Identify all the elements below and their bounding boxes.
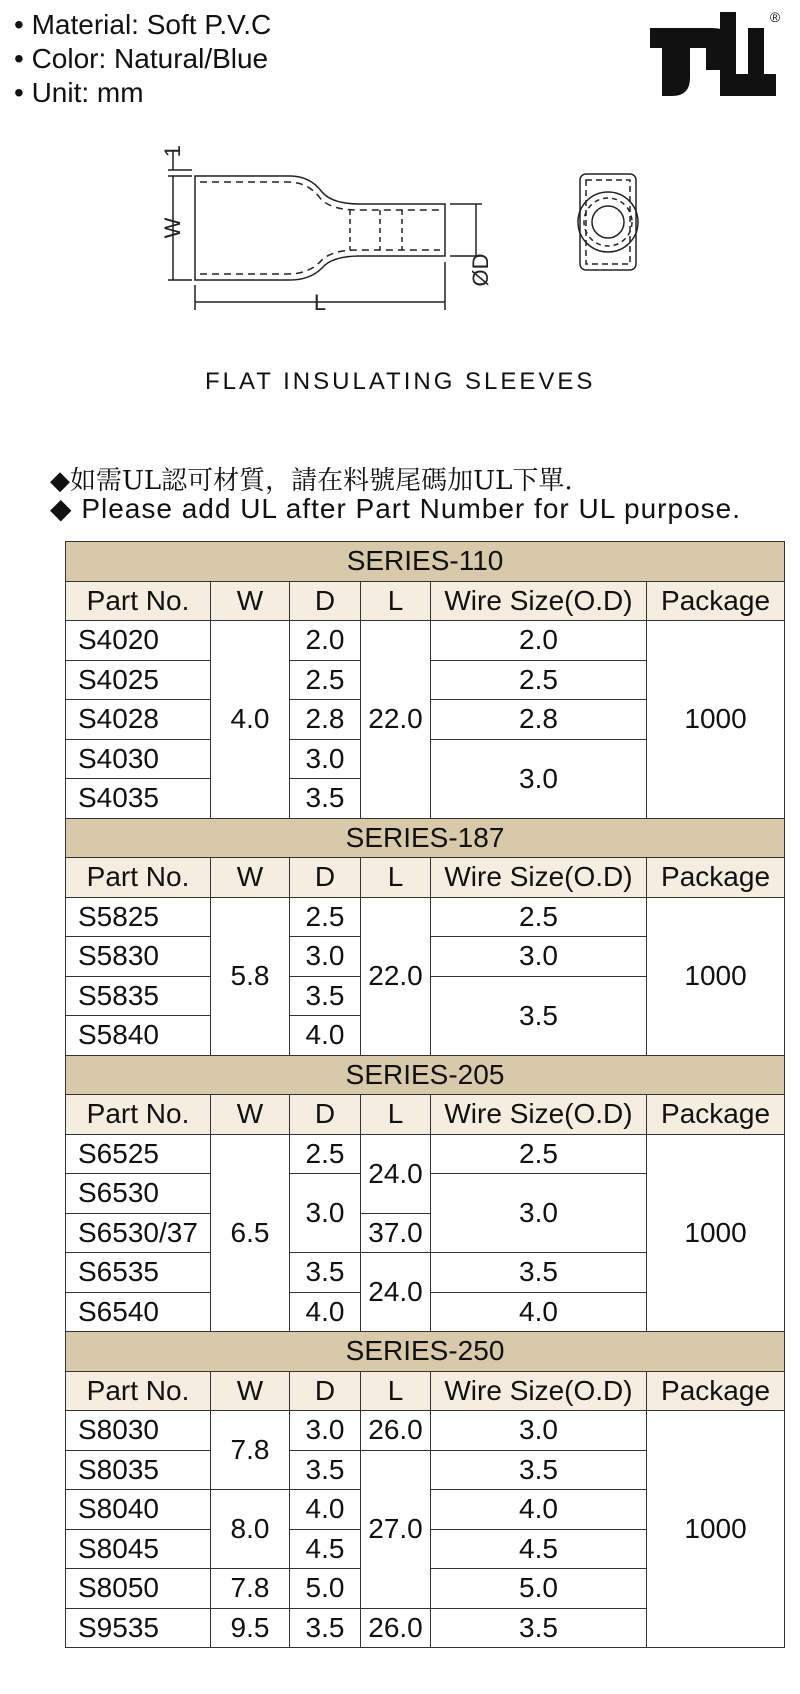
wire-cell: 3.0 <box>431 1174 647 1253</box>
spec-table-body <box>66 542 785 1648</box>
ul-note-chinese: ◆如需UL認可材質，請在料號尾碼加UL下單. <box>50 466 573 496</box>
column-header: Package <box>647 858 785 898</box>
ul-logo <box>650 10 780 105</box>
l-cell: 26.0 <box>361 1411 431 1451</box>
table-row <box>66 1134 785 1174</box>
d-cell: 2.0 <box>290 621 361 661</box>
column-header: Wire Size(O.D) <box>431 858 647 898</box>
drawing-caption: FLAT INSULATING SLEEVES <box>205 368 596 395</box>
column-header: D <box>290 858 361 898</box>
d-cell: 2.5 <box>290 660 361 700</box>
series-title-row <box>66 818 785 858</box>
column-header: L <box>361 858 431 898</box>
column-header: L <box>361 581 431 621</box>
series-title-row <box>66 542 785 582</box>
part-number-cell: S6525 <box>66 1134 211 1174</box>
dim-w-label: W <box>160 217 185 239</box>
w-cell: 5.8 <box>211 897 290 1055</box>
wire-cell: 2.8 <box>431 700 647 740</box>
series-title: SERIES-110 <box>66 542 785 582</box>
w-cell: 9.5 <box>211 1608 290 1648</box>
wire-cell: 5.0 <box>431 1569 647 1609</box>
wire-cell: 4.0 <box>431 1490 647 1530</box>
d-cell: 2.5 <box>290 897 361 937</box>
pkg-cell: 1000 <box>647 897 785 1055</box>
part-number-cell: S8030 <box>66 1411 211 1451</box>
spec-material: • Material: Soft P.V.C <box>14 9 272 40</box>
part-number-cell: S6530/37 <box>66 1213 211 1253</box>
column-header: W <box>211 1371 290 1411</box>
d-cell: 4.0 <box>290 1292 361 1332</box>
part-number-cell: S9535 <box>66 1608 211 1648</box>
sleeve-drawing <box>160 140 760 340</box>
d-cell: 4.5 <box>290 1529 361 1569</box>
column-header: D <box>290 581 361 621</box>
column-header: Wire Size(O.D) <box>431 1095 647 1135</box>
part-number-cell: S8035 <box>66 1450 211 1490</box>
part-number-cell: S4020 <box>66 621 211 661</box>
wire-cell: 2.0 <box>431 621 647 661</box>
registered-mark: ® <box>769 10 780 25</box>
part-number-cell: S6530 <box>66 1174 211 1214</box>
column-header-row <box>66 581 785 621</box>
l-cell: 22.0 <box>361 897 431 1055</box>
column-header-row <box>66 1095 785 1135</box>
column-header: W <box>211 858 290 898</box>
column-header: Package <box>647 1371 785 1411</box>
d-cell: 3.5 <box>290 1253 361 1293</box>
series-title: SERIES-250 <box>66 1332 785 1372</box>
series-title: SERIES-205 <box>66 1055 785 1095</box>
pkg-cell: 1000 <box>647 1134 785 1332</box>
spec-unit: • Unit: mm <box>14 77 144 108</box>
d-cell: 5.0 <box>290 1569 361 1609</box>
wire-cell: 3.0 <box>431 739 647 818</box>
wire-cell: 3.5 <box>431 976 647 1055</box>
ul-note-english: ◆ Please add UL after Part Number for UL purpose. <box>50 493 741 524</box>
column-header: Package <box>647 581 785 621</box>
w-cell: 7.8 <box>211 1569 290 1609</box>
wire-cell: 3.5 <box>431 1608 647 1648</box>
d-cell: 3.0 <box>290 1411 361 1451</box>
dim-l-label: L <box>313 290 327 315</box>
column-header: Part No. <box>66 581 211 621</box>
column-header-row <box>66 858 785 898</box>
l-cell: 24.0 <box>361 1134 431 1213</box>
wire-cell: 3.5 <box>431 1253 647 1293</box>
column-header: Part No. <box>66 858 211 898</box>
part-number-cell: S5825 <box>66 897 211 937</box>
w-cell: 7.8 <box>211 1411 290 1490</box>
part-number-cell: S8040 <box>66 1490 211 1530</box>
column-header: Wire Size(O.D) <box>431 1371 647 1411</box>
part-number-cell: S8045 <box>66 1529 211 1569</box>
l-cell: 22.0 <box>361 621 431 819</box>
wire-cell: 3.0 <box>431 1411 647 1451</box>
column-header: W <box>211 581 290 621</box>
column-header: Package <box>647 1095 785 1135</box>
l-cell: 24.0 <box>361 1253 431 1332</box>
d-cell: 2.8 <box>290 700 361 740</box>
pkg-cell: 1000 <box>647 1411 785 1648</box>
wire-cell: 3.0 <box>431 937 647 977</box>
column-header: D <box>290 1095 361 1135</box>
d-cell: 3.5 <box>290 1608 361 1648</box>
column-header: L <box>361 1095 431 1135</box>
l-cell: 26.0 <box>361 1608 431 1648</box>
wire-cell: 2.5 <box>431 660 647 700</box>
w-cell: 8.0 <box>211 1490 290 1569</box>
wire-cell: 3.5 <box>431 1450 647 1490</box>
part-number-cell: S8050 <box>66 1569 211 1609</box>
part-number-cell: S6535 <box>66 1253 211 1293</box>
part-number-cell: S5840 <box>66 1016 211 1056</box>
spec-color: • Color: Natural/Blue <box>14 43 269 74</box>
d-cell: 3.5 <box>290 779 361 819</box>
series-title-row <box>66 1055 785 1095</box>
series-title-row <box>66 1332 785 1372</box>
series-title: SERIES-187 <box>66 818 785 858</box>
column-header: Part No. <box>66 1095 211 1135</box>
table-row <box>66 1411 785 1451</box>
l-cell: 27.0 <box>361 1450 431 1608</box>
column-header: W <box>211 1095 290 1135</box>
d-cell: 2.5 <box>290 1134 361 1174</box>
w-cell: 6.5 <box>211 1134 290 1332</box>
dim-d-label: ØD <box>468 253 493 287</box>
wire-cell: 2.5 <box>431 1134 647 1174</box>
d-cell: 3.5 <box>290 976 361 1016</box>
part-number-cell: S4030 <box>66 739 211 779</box>
part-number-cell: S4028 <box>66 700 211 740</box>
part-number-cell: S5835 <box>66 976 211 1016</box>
d-cell: 4.0 <box>290 1490 361 1530</box>
column-header: Part No. <box>66 1371 211 1411</box>
table-row <box>66 897 785 937</box>
wire-cell: 4.5 <box>431 1529 647 1569</box>
part-number-cell: S6540 <box>66 1292 211 1332</box>
d-cell: 4.0 <box>290 1016 361 1056</box>
pkg-cell: 1000 <box>647 621 785 819</box>
d-cell: 3.0 <box>290 937 361 977</box>
d-cell: 3.5 <box>290 1450 361 1490</box>
spec-list <box>14 8 271 110</box>
wire-cell: 4.0 <box>431 1292 647 1332</box>
column-header: Wire Size(O.D) <box>431 581 647 621</box>
w-cell: 4.0 <box>211 621 290 819</box>
part-number-cell: S5830 <box>66 937 211 977</box>
column-header: L <box>361 1371 431 1411</box>
part-number-cell: S4025 <box>66 660 211 700</box>
part-number-cell: S4035 <box>66 779 211 819</box>
spec-table <box>65 541 785 1648</box>
column-header-row <box>66 1371 785 1411</box>
wire-cell: 2.5 <box>431 897 647 937</box>
l-cell: 37.0 <box>361 1213 431 1253</box>
dim-gap-label: 1 <box>160 145 185 158</box>
d-cell: 3.0 <box>290 1174 361 1253</box>
table-row <box>66 621 785 661</box>
column-header: D <box>290 1371 361 1411</box>
d-cell: 3.0 <box>290 739 361 779</box>
